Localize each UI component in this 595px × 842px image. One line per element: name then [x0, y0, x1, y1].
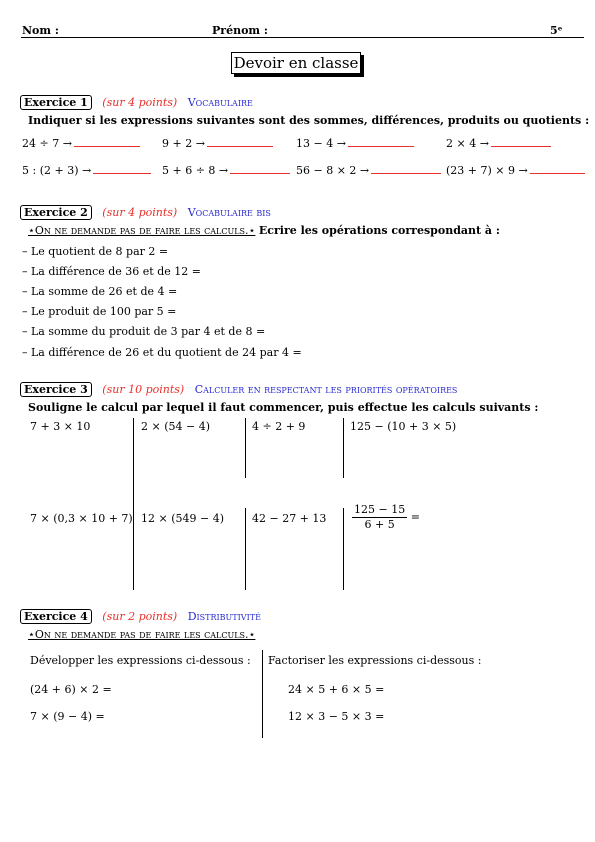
fraction-numerator: 125 − 15 [354, 503, 406, 516]
ex3-label: Exercice 3 [20, 382, 92, 397]
calc-fraction [352, 503, 420, 532]
ex2-header [20, 206, 271, 219]
ex1-topic: Vocabulaire [187, 96, 253, 109]
calc-expression: 2 × (54 − 4) [141, 420, 210, 433]
header-classe: 5ᵉ [550, 24, 563, 37]
ex1-item: 9 + 2 → [162, 137, 273, 150]
ex4-right-item: 24 × 5 + 6 × 5 = [288, 683, 385, 696]
ex1-points: (sur 4 points) [102, 96, 178, 109]
ex2-points: (sur 4 points) [102, 206, 178, 219]
ex4-left-item: (24 + 6) × 2 = [30, 683, 112, 696]
ex4-header [20, 610, 261, 623]
ex1-item: 13 − 4 → [296, 137, 414, 150]
column-divider [133, 418, 134, 590]
ex2-topic: Vocabulaire bis [187, 206, 271, 219]
ex1-item: 5 + 6 ÷ 8 → [162, 164, 290, 177]
page-title: Devoir en classe [231, 52, 361, 74]
column-divider [262, 650, 263, 738]
ex1-item: (23 + 7) × 9 → [446, 164, 585, 177]
ex2-label: Exercice 2 [20, 205, 92, 220]
ex1-item: 24 ÷ 7 → [22, 137, 140, 150]
calc-expression: 42 − 27 + 13 [252, 512, 327, 525]
column-divider [245, 418, 246, 478]
ex1-header [20, 96, 253, 109]
ex4-left-item: 7 × (9 − 4) = [30, 710, 105, 723]
list-item: – Le produit de 100 par 5 = [22, 305, 177, 318]
calc-expression: 12 × (549 − 4) [141, 512, 224, 525]
calc-expression: 4 ÷ 2 + 9 [252, 420, 306, 433]
fraction-denominator: 6 + 5 [364, 518, 395, 531]
ex2-intro [28, 224, 500, 237]
fraction-equals: = [410, 510, 420, 524]
ex1-item: 2 × 4 → [446, 137, 551, 150]
column-divider [245, 508, 246, 590]
list-item: – La différence de 36 et de 12 = [22, 265, 201, 278]
ex4-left-title: Développer les expressions ci-dessous : [30, 654, 251, 667]
ex3-header [20, 383, 457, 396]
list-item: – La somme de 26 et de 4 = [22, 285, 178, 298]
ex2-note: ⋆On ne demande pas de faire les calculs.⋆ [28, 224, 256, 237]
calc-expression: 125 − (10 + 3 × 5) [350, 420, 457, 433]
calc-expression: 7 + 3 × 10 [30, 420, 91, 433]
ex3-instruction: Souligne le calcul par lequel il faut commencer, puis effectue les calculs suivants : [28, 401, 539, 414]
ex2-instruction: Ecrire les opérations correspondant à : [258, 224, 500, 237]
ex1-item: 56 − 8 × 2 → [296, 164, 441, 177]
ex3-points: (sur 10 points) [102, 383, 185, 396]
ex4-right-item: 12 × 3 − 5 × 3 = [288, 710, 385, 723]
list-item: – La différence de 26 et du quotient de 24 par 4 = [22, 346, 302, 359]
ex4-topic: Distributivité [187, 610, 261, 623]
calc-expression: 7 × (0,3 × 10 + 7) [30, 512, 133, 525]
list-item: – Le quotient de 8 par 2 = [22, 245, 169, 258]
header-nom: Nom : [22, 24, 59, 37]
ex4-points: (sur 2 points) [102, 610, 178, 623]
ex3-topic: Calculer en respectant les priorités opératoires [194, 383, 458, 396]
ex1-instruction: Indiquer si les expressions suivantes sont des sommes, différences, produits ou quotients : [28, 114, 590, 127]
list-item: – La somme du produit de 3 par 4 et de 8 = [22, 325, 266, 338]
header-rule [21, 37, 584, 38]
column-divider [343, 418, 344, 478]
ex1-label: Exercice 1 [20, 95, 92, 110]
ex1-item: 5 : (2 + 3) → [22, 164, 151, 177]
header-prenom: Prénom : [212, 24, 268, 37]
ex4-note: ⋆On ne demande pas de faire les calculs.⋆ [28, 628, 256, 641]
ex4-label: Exercice 4 [20, 609, 92, 624]
column-divider [343, 508, 344, 590]
ex4-right-title: Factoriser les expressions ci-dessous : [268, 654, 482, 667]
